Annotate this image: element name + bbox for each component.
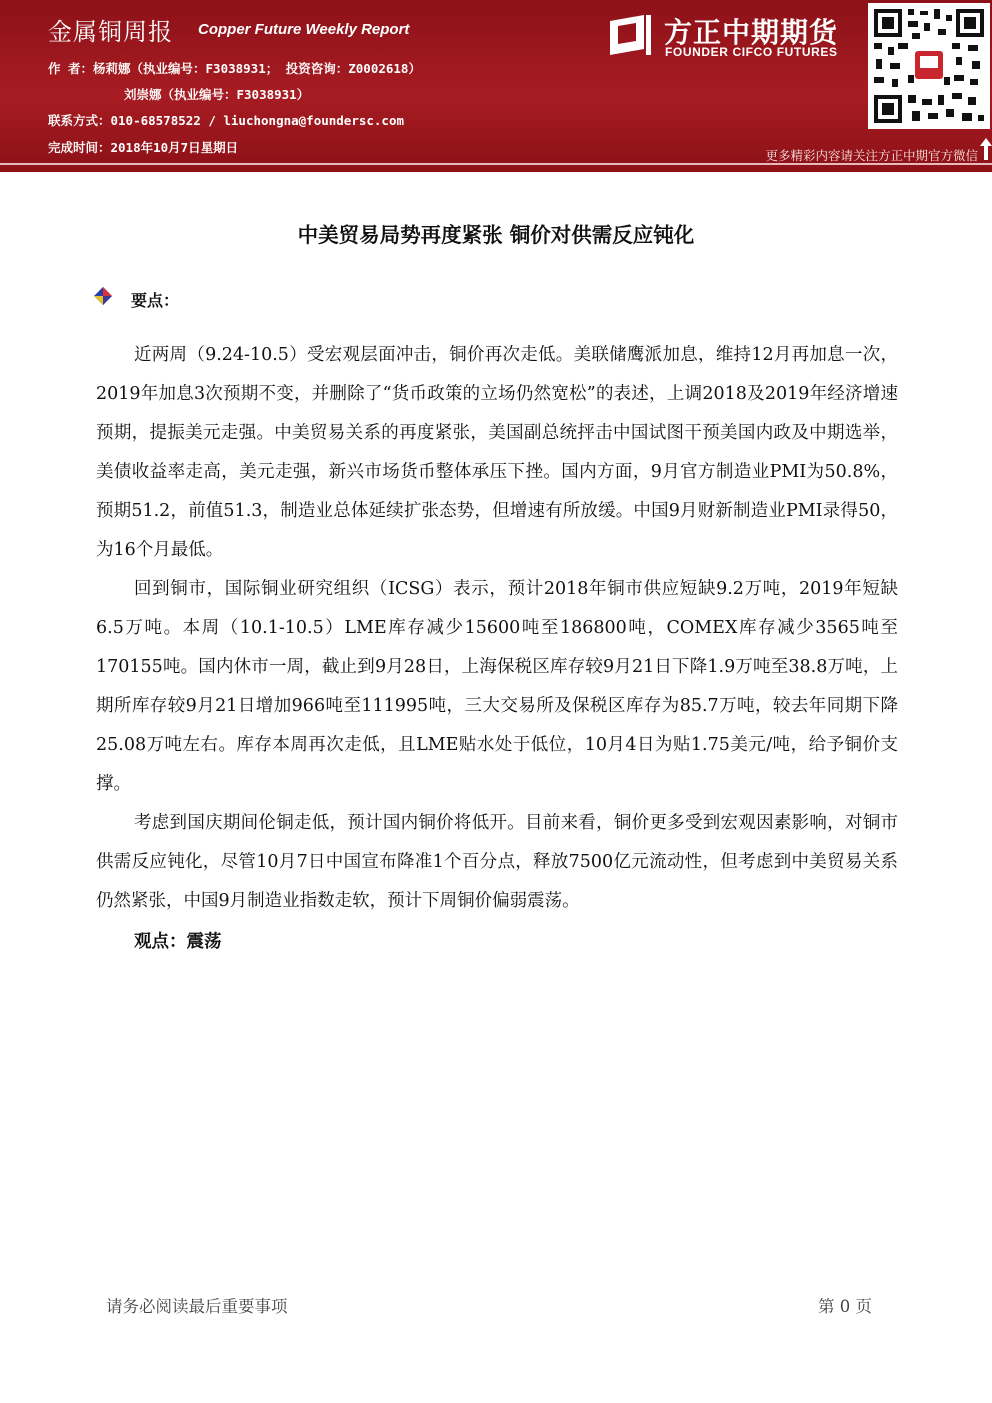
- arrow-up-icon: [980, 138, 992, 160]
- author-line: 作 者：杨莉娜（执业编号：F3038931； 投资咨询：Z0002618）: [48, 61, 421, 76]
- date-line: 完成时间：2018年10月7日星期日: [48, 140, 239, 155]
- report-header: [0, 0, 992, 172]
- view-conclusion: 观点：震荡: [134, 932, 222, 952]
- paragraph-outlook: 考虑到国庆期间伦铜走低，预计国内铜价将低开。目前来看，铜价更多受到宏观因素影响，对铜市供需反应钝化，尽管10月7日中国宣布降准1个百分点，释放7500亿元流动性，但考虑到中美贸易关系仍然紧张，中国9月制造业指数走软，预计下周铜价偏弱震荡。: [96, 813, 898, 911]
- founder-logo-icon: [608, 13, 652, 57]
- paragraph-inventory: 回到铜市，国际铜业研究组织（ICSG）表示，预计2018年铜市供应短缺9.2万吨，2019年短缺6.5万吨。本周（10.1-10.5）LME库存减少15600吨至186800吨，COMEX库存减少3565吨至170155吨。国内休市一周，截止到9月28日，上海保税区库存较9月21日下降1.9万吨至38.8万吨，上期所库存较9月21日增加966吨至111995吨，三大交易所及保税区库存为85.7万吨，较去年同期下降25.08万吨左右。库存本周再次走低，且LME贴水处于低位，10月4日为贴1.75美元/吨，给予铜价支撑。: [96, 579, 898, 794]
- footer-notice: 请务必阅读最后重要事项: [106, 1297, 288, 1316]
- paragraph-macro: 近两周（9.24-10.5）受宏观层面冲击，铜价再次走低。美联储鹰派加息，维持12月再加息一次，2019年加息3次预期不变，并删除了“货币政策的立场仍然宽松”的表述，上调2018及2019年经济增速预期，提振美元走强。中美贸易关系的再度紧张，美国副总统抨击中国试图干预美国内政及中期选举，美债收益率走高，美元走强，新兴市场货币整体承压下挫。国内方面，9月官方制造业PMI为50.8%，预期51.2，前值51.3，制造业总体延续扩张态势，但增速有所放缓。中国9月财新制造业PMI录得50，为16个月最低。: [96, 345, 898, 560]
- contact-line: 联系方式：010-68578522 / liuchongna@foundersc.com: [48, 113, 404, 128]
- document-title: 中美贸易局势再度紧张 铜价对供需反应钝化: [297, 223, 695, 247]
- company-logo-en: FOUNDER CIFCO FUTURES: [665, 45, 838, 59]
- page-number: 第 0 页: [818, 1297, 872, 1316]
- bullet-diamond-icon: [94, 287, 112, 305]
- wechat-qr-code[interactable]: [868, 3, 990, 129]
- author-line-2: 刘崇娜（执业编号：F3038931）: [124, 87, 310, 102]
- company-logo-cn: 方正中期期货: [664, 16, 839, 49]
- report-title-cn: 金属铜周报: [48, 18, 173, 46]
- follow-wechat-text: 更多精彩内容请关注方正中期官方微信: [765, 148, 978, 163]
- key-points-label: 要点：: [131, 291, 180, 310]
- report-title-en: Copper Future Weekly Report: [198, 21, 410, 38]
